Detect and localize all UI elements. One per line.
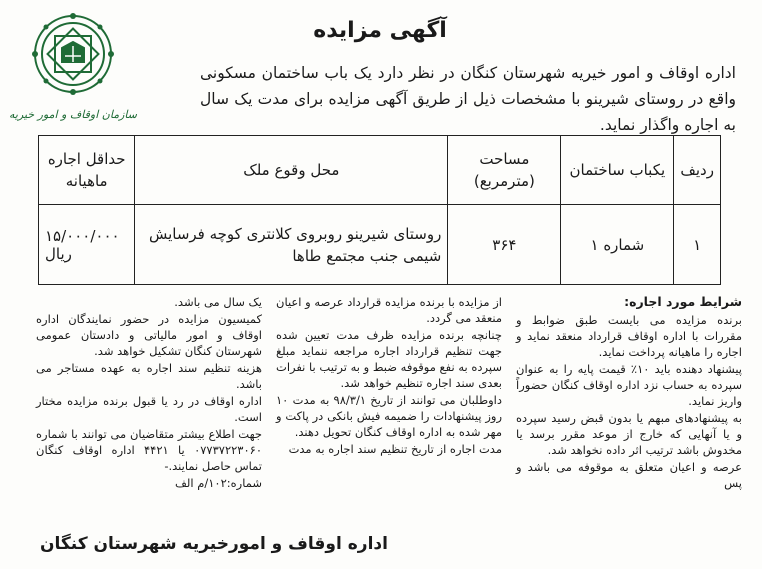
- condition-item: یک سال می باشد.: [174, 295, 262, 309]
- conditions-column-1: [516, 294, 742, 530]
- cell-min-rent: ۱۵/۰۰۰/۰۰۰ ریال: [39, 205, 135, 285]
- header-area: مساحت (مترمربع): [448, 136, 561, 205]
- condition-item: عرصه و اعیان متعلق به موقوفه می باشد و پس: [516, 460, 742, 490]
- conditions-column-3: [36, 294, 262, 530]
- cell-unit: شماره ۱: [561, 205, 674, 285]
- header-location: محل وقوع ملک: [135, 136, 448, 205]
- page-title: آگهی مزایده: [313, 18, 447, 43]
- logo-caption: سازمان اوقاف و امور خیریه: [9, 108, 137, 121]
- condition-item: چنانچه برنده مزایده ظرف مدت تعیین شده جهت تنظیم قرارداد اجاره مراجعه ننماید مبلغ سپرده به نفع موقوفه ضبط و به ترتیب با نفرات بعدی سند اجاره تنظیم خواهد شد.: [276, 328, 502, 390]
- condition-item: از مزایده با برنده مزایده قرارداد عرصه و اعیان منعقد می گردد.: [276, 295, 502, 325]
- condition-item: داوطلبان می توانند از تاریخ ۹۸/۳/۱ به مدت ۱۰ روز پیشنهادات را ضمیمه فیش بانکی در پاکت و مهر شده به اداره اوقاف کنگان تحویل دهند.: [276, 393, 502, 439]
- condition-item: مدت اجاره از تاریخ تنظیم سند اجاره به مدت: [288, 442, 502, 456]
- table-header-row: [39, 136, 721, 205]
- cell-row-number: ۱: [674, 205, 721, 285]
- conditions-column-2: [276, 294, 502, 530]
- condition-item: کمیسیون مزایده در حضور نمایندگان اداره اوقاف و امور مالیاتی و دادستان عمومی شهرستان کنگان تشکیل خواهد شد.: [36, 312, 262, 358]
- header-unit: یکباب ساختمان: [561, 136, 674, 205]
- header-row-number: ردیف: [674, 136, 721, 205]
- table-row: [39, 205, 721, 285]
- ad-number: شماره:۱۰۲/م الف: [174, 476, 262, 490]
- condition-item: جهت اطلاع بیشتر متقاضیان می توانند با شماره ۰۷۷۳۷۲۲۳۰۶۰ یا ۴۴۲۱ اداره اوقاف کنگان تماس حاصل نمایند.-: [36, 427, 263, 473]
- property-table: [38, 135, 721, 285]
- cell-area: ۳۶۴: [448, 205, 561, 285]
- intro-paragraph: اداره اوقاف و امور خیریه شهرستان کنگان در نظر دارد یک باب ساختمان مسکونی واقع در روستای شیرینو با مشخصات ذیل از طریق آگهی مزایده برای مدت یک سال به اجاره واگذار نماید.: [200, 64, 736, 134]
- cell-location: روستای شیرینو روبروی کلانتری کوچه فرسایش شیمی جنب مجتمع طاها: [135, 205, 448, 285]
- header-min-rent: حداقل اجاره ماهیانه: [39, 136, 135, 205]
- conditions-section: [36, 294, 742, 530]
- condition-item: پیشنهاد دهنده باید ۱۰٪ قیمت پایه را به عنوان سپرده به حساب نزد اداره اوقاف کنگان حضوراً واریز نماید.: [516, 362, 743, 408]
- organization-logo: [9, 10, 137, 128]
- condition-item: اداره اوقاف در رد یا قبول برنده مزایده مختار است.: [36, 394, 262, 424]
- footer-signature: اداره اوقاف و امورخیریه شهرستان کنگان: [40, 534, 388, 554]
- condition-item: برنده مزایده می بایست طبق ضوابط و مقررات با اداره اوقاف قرارداد منعقد نماید و اجاره را ماهیانه پرداخت نماید.: [516, 313, 742, 359]
- condition-item: به پیشنهادهای مبهم یا بدون قبض رسید سپرده و یا آنهایی که خارج از موعد مقرر برسد یا مخدوش باشد ترتیب اثر داده نخواهد شد.: [516, 411, 742, 457]
- conditions-heading: شرایط مورد اجاره:: [624, 294, 742, 309]
- endowment-emblem-icon: [9, 10, 137, 128]
- condition-item: هزینه تنظیم سند اجاره به عهده مستاجر می باشد.: [36, 361, 262, 391]
